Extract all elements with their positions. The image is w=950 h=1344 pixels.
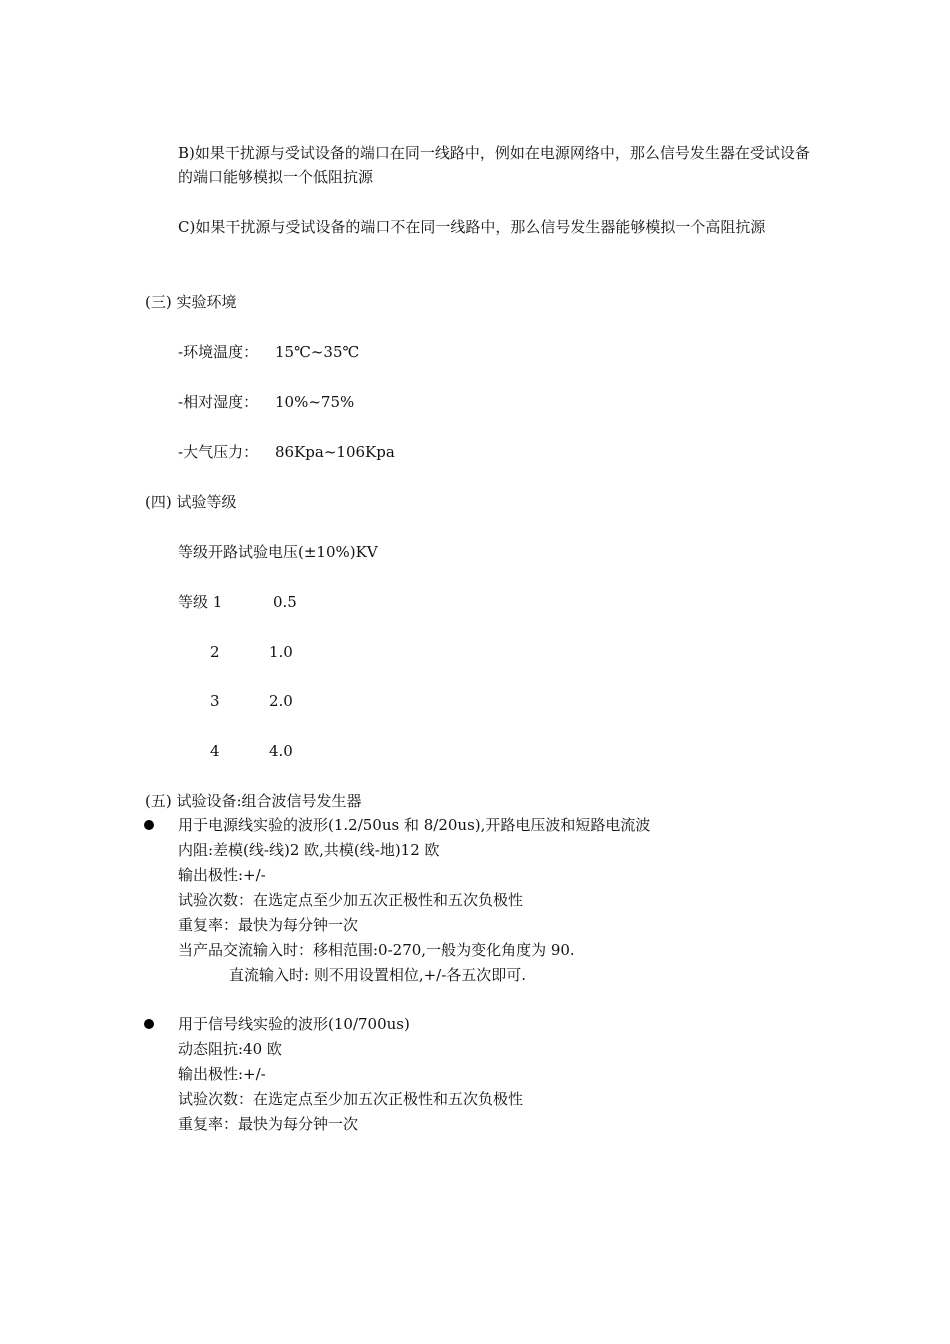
grade-voltage: 0.5 [273, 593, 297, 611]
test-count: 试验次数：在选定点至少加五次正极性和五次负极性 [178, 891, 524, 909]
dc-input-note: 直流输入时: 则不用设置相位,+/-各五次即可. [229, 966, 527, 984]
env-humidity [178, 390, 354, 414]
output-polarity: 输出极性:+/- [178, 866, 266, 884]
grade-voltage: 2.0 [269, 692, 293, 710]
section-3-heading: (三) 实验环境 [145, 293, 237, 311]
env-humidity-label: -相对湿度： [178, 393, 259, 411]
env-temperature-value: 15℃~35℃ [275, 343, 360, 361]
grade-level: 等级 1 [178, 593, 223, 611]
grade-voltage: 1.0 [269, 643, 293, 661]
grade-level: 3 [210, 692, 220, 710]
paragraph-c: C)如果干扰源与受试设备的端口不在同一线路中，那么信号发生器能够模拟一个高阻抗源 [178, 218, 766, 236]
power-line-waveform: 用于电源线实验的波形(1.2/50us 和 8/20us),开路电压波和短路电流波 [178, 816, 651, 834]
ac-input-note: 当产品交流输入时：移相范围:0-270,一般为变化角度为 90. [178, 941, 575, 959]
env-humidity-value: 10%~75% [275, 393, 355, 411]
grade-level: 4 [210, 742, 220, 760]
test-count: 试验次数：在选定点至少加五次正极性和五次负极性 [178, 1090, 524, 1108]
bullet-icon [144, 1019, 154, 1029]
internal-resistance: 内阻:差模(线-线)2 欧,共模(线-地)12 欧 [178, 841, 440, 859]
output-polarity: 输出极性:+/- [178, 1065, 266, 1083]
dynamic-impedance: 动态阻抗:40 欧 [178, 1040, 282, 1058]
grade-table-header: 等级开路试验电压(±10%)KV [178, 543, 378, 561]
section-4-heading: (四) 试验等级 [145, 493, 237, 511]
env-temperature-label: -环境温度： [178, 343, 259, 361]
section-5-heading: (五) 试验设备:组合波信号发生器 [145, 792, 362, 810]
grade-voltage: 4.0 [269, 742, 293, 760]
grade-level: 2 [210, 643, 220, 661]
env-temperature [178, 340, 359, 364]
repetition-rate: 重复率：最快为每分钟一次 [178, 916, 359, 934]
env-pressure [178, 440, 395, 464]
bullet-icon [144, 820, 154, 830]
signal-line-waveform: 用于信号线实验的波形(10/700us) [178, 1015, 410, 1033]
repetition-rate: 重复率：最快为每分钟一次 [178, 1115, 359, 1133]
paragraph-b: B)如果干扰源与受试设备的端口在同一线路中，例如在电源网络中，那么信号发生器在受试设备的端口能够模拟一个低阻抗源 [178, 144, 810, 186]
env-pressure-label: -大气压力： [178, 443, 259, 461]
env-pressure-value: 86Kpa~106Kpa [275, 443, 395, 461]
